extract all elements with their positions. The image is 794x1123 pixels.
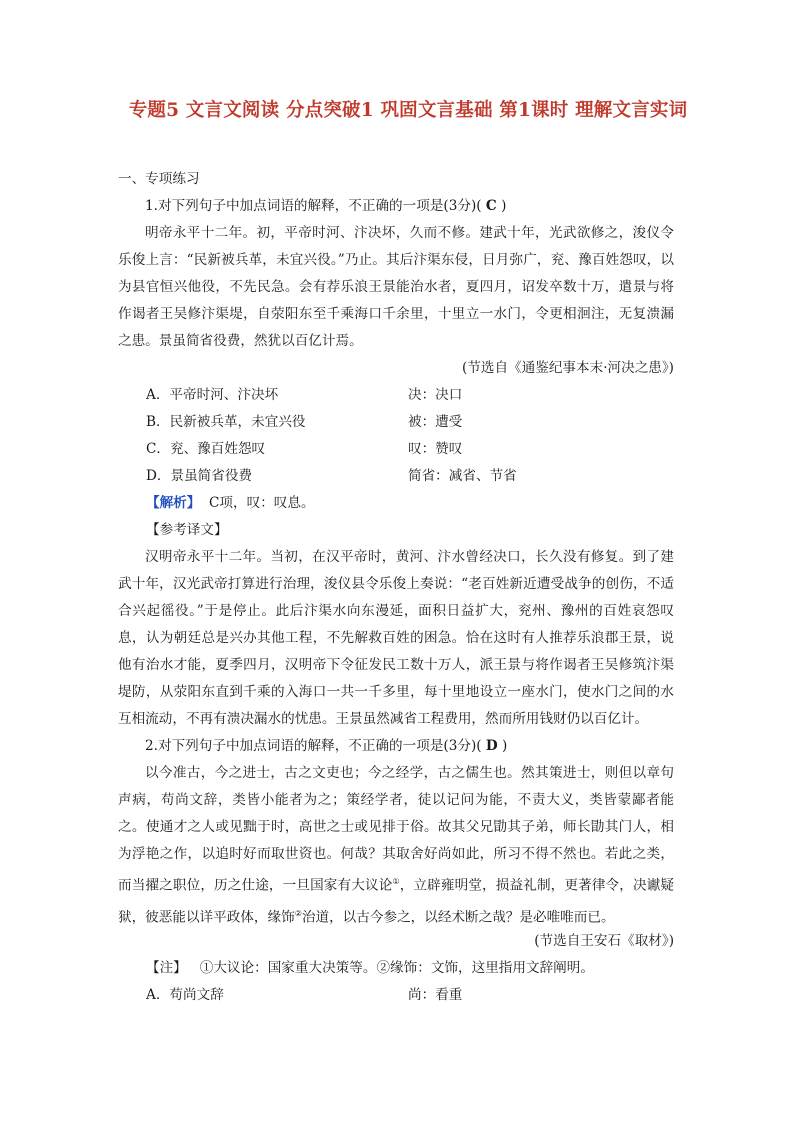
option-b-q1: B．民新被兵革，未宜兴役 <box>146 414 306 430</box>
question-1-source: (节选自《通鉴纪事本末·河决之患》) <box>461 360 674 376</box>
analysis-q1: 【解析】 C项，叹：叹息。 <box>146 495 315 511</box>
option-a-gloss-q1: 决：决口 <box>408 387 463 403</box>
question-1-passage: 明帝永平十二年。初，平帝时河、汴决坏，久而不修。建武十年，光武欲修之，浚仪令乐俊上言：“民新被兵革，未宜兴役。”乃止。其后汴渠东侵，日月弥广，兖、豫百姓怨叹，以为县官恒兴他役，不先民急。会有荐乐浪王景能治水者，夏四月，诏发卒数十万，遣景与将作谒者王吴修汴渠堤，自荥阳东至千乘海口千余里，十里立一水门，令更相洄注，无复溃漏之患。景虽简省役费，然犹以百亿计焉。 <box>118 225 674 349</box>
analysis-label: 【解析】 <box>146 495 201 511</box>
translation-text: 汉明帝永平十二年。当初，在汉平帝时，黄河、汴水曾经决口，长久没有修复。到了建武十年，汉光武帝打算进行治理，浚仪县令乐俊上奏说：“老百姓新近遭受战争的创伤，不适合兴起徭役。”于是停止。此后汴渠水向东漫延，面积日益扩大，兖州、豫州的百姓哀怨叹息，认为朝廷总是兴办其他工程，不先解救百姓的困急。恰在这时有人推荐乐浪郡王景，说他有治水才能，夏季四月，汉明帝下令征发民工数十万人，派王景与将作谒者王吴修筑汴渠堤防，从荥阳东直到千乘的入海口一共一千多里，每十里地设立一座水门，使水门之间的水互相流动，不再有溃决漏水的忧患。王景虽然减省工程费用，然而所用钱财仍以百亿计。 <box>118 549 674 727</box>
option-c-gloss-q1: 叹：赞叹 <box>408 441 463 457</box>
option-a-gloss-q2: 尚：看重 <box>408 987 463 1003</box>
section-heading: 一、专项练习 <box>118 171 200 187</box>
question-2-source: (节选自王安石《取材》) <box>534 933 674 949</box>
option-a-q1: A．平帝时河、汴决坏 <box>146 387 279 403</box>
option-c-q1: C．兖、豫百姓怨叹 <box>146 441 266 457</box>
note-q2: 【注】 ①大议论：国家重大决策等。②缘饰：文饰，这里指用文辞阐明。 <box>146 960 594 976</box>
option-d-gloss-q1: 简省：减省、节省 <box>408 468 517 484</box>
page-title: 专题5 文言文阅读 分点突破1 巩固文言基础 第1课时 理解文言实词 <box>128 100 688 121</box>
translation-label: 【参考译文】 <box>146 522 228 538</box>
answer-q1: C <box>485 198 497 214</box>
note-mark-1: ① <box>392 877 400 886</box>
question-2-passage: 以今准古，今之进士，古之文吏也；今之经学，古之儒生也。然其策进士，则但以章句声病，苟尚文辞，类皆小能者为之；策经学者，徒以记问为能，不责大义，类皆蒙鄙者能之。使通才之人或见黜于时，高世之士或见排于俗。故其父兄勖其子弟，师长勖其门人，相为浮艳之作，以追时好而取世资也。何哉？其取舍好尚如此，所习不得不然也。若此之类，而当擢之职位，历之仕途，一旦国家有大议论①，立辟雍明堂，损益礼制，更著律令，决谳疑狱，彼恶能以详平政体，缘饰②治道，以古今参之，以经术断之哉？是必唯唯而已。 <box>118 765 675 926</box>
option-d-q1: D．景虽简省役费 <box>146 468 253 484</box>
note-label: 【注】 <box>146 960 187 976</box>
note-mark-2: ② <box>294 908 302 918</box>
answer-q2: D <box>485 738 498 754</box>
question-1-stem: 1.对下列句子中加点词语的解释，不正确的一项是(3分)( C ) <box>145 198 507 214</box>
option-a-q2: A．苟尚文辞 <box>146 987 224 1003</box>
option-b-gloss-q1: 被：遭受 <box>408 414 463 430</box>
question-2-stem: 2.对下列句子中加点词语的解释，不正确的一项是(3分)( D ) <box>145 738 508 754</box>
